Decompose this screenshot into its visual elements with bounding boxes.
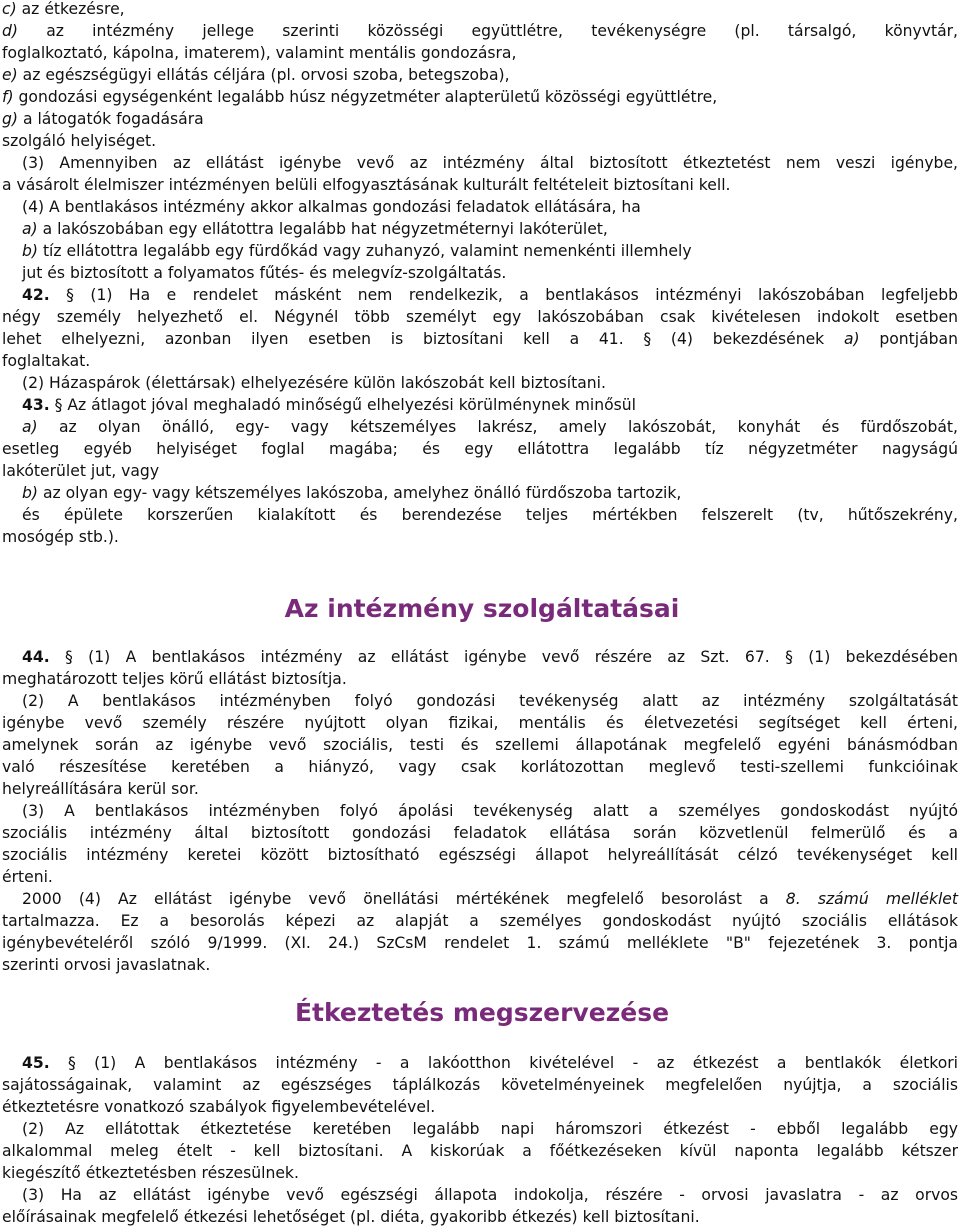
- text-line: [2, 910, 958, 932]
- text-line: [2, 932, 958, 954]
- text-run: tartalmazza. Ez a besorolás képezi az alapját a személyes gondoskodást nyújtó szociális ellátások: [2, 912, 958, 930]
- text-run: sajátosságainak, valamint az egészséges táplálkozás követelményeinek megfelelően nyújtja, a szociális: [2, 1076, 958, 1094]
- text-line: [2, 668, 347, 690]
- text-run: (3) Ha az ellátást igénybe vevő egészségi állapota indokolja, részére - orvosi javaslatra - az orvos: [22, 1186, 958, 1204]
- text-run: és épülete korszerűen kialakított és berendezése teljes mértékben felszerelt (tv, hűtőszekrény,: [22, 506, 958, 524]
- text-run: igénybevételéről szóló 9/1999. (XI. 24.) SzCsM rendelet 1. számú melléklete "B" fejezetének 3. pontja: [2, 934, 958, 952]
- text-line: [2, 86, 717, 108]
- text-line: [22, 690, 958, 712]
- text-line: [22, 1118, 958, 1140]
- text-run: foglaltakat.: [2, 352, 91, 370]
- section-number: 42.: [22, 286, 50, 304]
- text-run: négy személy helyezhető el. Négynél több személyt egy lakószobában csak kivételesen indokolt esetben: [2, 308, 958, 326]
- text-run: lehet elhelyezni, azonban ilyen esetben is biztosítani kell a 41. § (4) bekezdésének: [2, 330, 844, 348]
- text-run: érteni.: [2, 868, 53, 886]
- text-line: [2, 64, 510, 86]
- text-run: gondozási egységenként legalább húsz négyzetméter alapterületű közösségi együttlétre,: [13, 88, 718, 106]
- text-run: (2) Házaspárok (élettársak) elhelyezésére külön lakószobát kell biztosítani.: [22, 374, 606, 392]
- text-run: az egészségügyi ellátás céljára (pl. orvosi szoba, betegszoba),: [17, 66, 510, 84]
- text-line: [2, 174, 730, 196]
- text-run: szerinti orvosi javaslatnak.: [2, 956, 211, 974]
- text-line: [22, 196, 641, 218]
- item-label: f): [2, 88, 14, 106]
- text-run: a vásárolt élelmiszer intézményen belüli elfogyasztásának kulturált feltételeit biztosítani kell.: [2, 176, 731, 194]
- text-line: [2, 822, 958, 844]
- text-line: [2, 306, 958, 328]
- text-line: [2, 954, 210, 976]
- text-run: § (1) Ha e rendelet másként nem rendelkezik, a bentlakásos intézményi lakószobában legfeljebb: [49, 286, 958, 304]
- text-line: [2, 350, 90, 372]
- text-line: [22, 800, 958, 822]
- item-label: a): [22, 418, 38, 436]
- text-line: [2, 460, 159, 482]
- text-line: [2, 1140, 958, 1162]
- text-line: [2, 438, 958, 460]
- text-run: igénybe vevő személy részére nyújtott olyan fizikai, mentális és életvezetési segítséget kell érteni,: [2, 714, 958, 732]
- text-line: [2, 866, 53, 888]
- text-line: [2, 734, 958, 756]
- text-run: (4) A bentlakásos intézmény akkor alkalmas gondozási feladatok ellátására, ha: [22, 198, 641, 216]
- text-line: [22, 646, 958, 668]
- text-run: amelynek során az igénybe vevő szociális, testi és szellemi állapotának megfelelő egyéni bánásmódban: [2, 736, 958, 754]
- text-line: [22, 218, 608, 240]
- text-line: [2, 1162, 299, 1184]
- text-line: [2, 108, 204, 130]
- text-line: [22, 482, 681, 504]
- text-line: [2, 20, 958, 42]
- text-run: jut és biztosított a folyamatos fűtés- és melegvíz-szolgáltatás.: [22, 264, 507, 282]
- text-line: [22, 262, 506, 284]
- text-run: (3) Amennyiben az ellátást igénybe vevő az intézmény által biztosított étkeztetést nem veszi igénybe,: [22, 154, 958, 172]
- text-run: (3) A bentlakásos intézményben folyó ápolási tevékenység alatt a személyes gondoskodást nyújtó: [22, 802, 958, 820]
- text-run: esetleg egyéb helyiséget foglal magába; és egy ellátottra legalább tíz négyzetméter nagyságú: [2, 440, 958, 458]
- text-line: [2, 526, 119, 548]
- text-run: a látogatók fogadására: [17, 110, 204, 128]
- text-run: szociális intézmény keretei között biztosítható egészségi állapot helyreállítását célzó tevékenységet kell: [2, 846, 958, 864]
- text-line: [2, 1206, 700, 1228]
- text-run: alkalommal meleg ételt - kell biztosítani. A kiskorúak a főétkezéseken kívül naponta legalább kétszer: [2, 1142, 958, 1160]
- text-line: [2, 328, 958, 350]
- text-run: az intézmény jellege szerinti közösségi együttlétre, tevékenységre (pl. társalgó, könyvtár,: [17, 22, 958, 40]
- text-line: [22, 394, 636, 416]
- text-run: a lakószobában egy ellátottra legalább hat négyzetméternyi lakóterület,: [37, 220, 608, 238]
- text-run: § (1) A bentlakásos intézmény az ellátást igénybe vevő részére az Szt. 67. § (1) bekezdésében: [49, 648, 958, 666]
- text-run: szolgáló helyiséget.: [2, 132, 157, 150]
- text-run: § Az átlagot jóval meghaladó minőségű elhelyezési körülménynek minősül: [49, 396, 637, 414]
- section-number: 44.: [22, 648, 50, 666]
- text-line: [22, 372, 606, 394]
- text-line: [22, 284, 958, 306]
- text-run: kiegészítő étkeztetésben részesülnek.: [2, 1164, 299, 1182]
- text-line: [22, 888, 958, 910]
- item-label: g): [2, 110, 18, 128]
- text-run: szociális intézmény által biztosított gondozási feladatok ellátása során közvetlenül felmerülő és a: [2, 824, 958, 842]
- text-line: [22, 152, 958, 174]
- text-line: [2, 778, 199, 800]
- text-run: étkeztetésre vonatkozó szabályok figyelembevételével.: [2, 1098, 436, 1116]
- item-label: e): [2, 66, 18, 84]
- text-run: helyreállítására kerül sor.: [2, 780, 199, 798]
- text-run: tíz ellátottra legalább egy fürdőkád vagy zuhanyzó, valamint nemenkénti illemhely: [37, 242, 692, 260]
- text-line: [2, 1074, 958, 1096]
- text-run: 2000 (4) Az ellátást igénybe vevő önellátási mértékének megfelelő besorolást a: [22, 890, 786, 908]
- text-run: az olyan egy- vagy kétszemélyes lakószoba, amelyhez önálló fürdőszoba tartozik,: [37, 484, 682, 502]
- text-run: foglalkoztató, kápolna, imaterem), valamint mentális gondozásra,: [2, 44, 517, 62]
- text-run: meghatározott teljes körű ellátást biztosítja.: [2, 670, 347, 688]
- text-run: mosógép stb.).: [2, 528, 119, 546]
- item-label: c): [2, 0, 17, 18]
- text-run: § (1) A bentlakásos intézmény - a lakóotthon kivételével - az étkezést a bentlakók életkori: [49, 1054, 958, 1072]
- section-heading: Az intézmény szolgáltatásai: [284, 594, 680, 623]
- text-line: [2, 844, 958, 866]
- text-line: [22, 1052, 958, 1074]
- item-label: 8. számú melléklet: [785, 890, 959, 908]
- item-label: b): [22, 484, 38, 502]
- text-run: (2) A bentlakásos intézményben folyó gondozási tevékenység alatt az intézmény szolgáltatását: [22, 692, 958, 710]
- section-number: 45.: [22, 1054, 50, 1072]
- item-label: b): [22, 242, 38, 260]
- text-line: [2, 130, 156, 152]
- text-run: (2) Az ellátottak étkeztetése keretében legalább napi háromszori étkezést - ebből legalább egy: [22, 1120, 958, 1138]
- text-line: [22, 1184, 958, 1206]
- item-label: d): [2, 22, 18, 40]
- text-run: az étkezésre,: [16, 0, 125, 18]
- text-run: lakóterület jut, vagy: [2, 462, 160, 480]
- item-label: a): [843, 330, 860, 348]
- text-line: [2, 756, 958, 778]
- text-line: [22, 416, 958, 438]
- section-heading: Étkeztetés megszervezése: [294, 998, 670, 1027]
- text-line: [22, 504, 958, 526]
- section-number: 43.: [22, 396, 50, 414]
- text-line: [22, 240, 692, 262]
- text-line: [2, 0, 125, 20]
- text-line: [2, 712, 958, 734]
- text-run: való részesítése keretében a hiányzó, vagy csak korlátozottan meglevő testi-szellemi funkcióinak: [2, 758, 958, 776]
- text-line: [2, 42, 516, 64]
- text-line: [2, 1096, 435, 1118]
- text-run: pontjában: [859, 330, 958, 348]
- text-run: előírásainak megfelelő étkezési lehetőséget (pl. diéta, gyakoribb étkezés) kell biztosítani.: [2, 1208, 700, 1226]
- item-label: a): [22, 220, 38, 238]
- text-run: az olyan önálló, egy- vagy kétszemélyes lakrész, amely lakószobát, konyhát és fürdőszobát,: [37, 418, 958, 436]
